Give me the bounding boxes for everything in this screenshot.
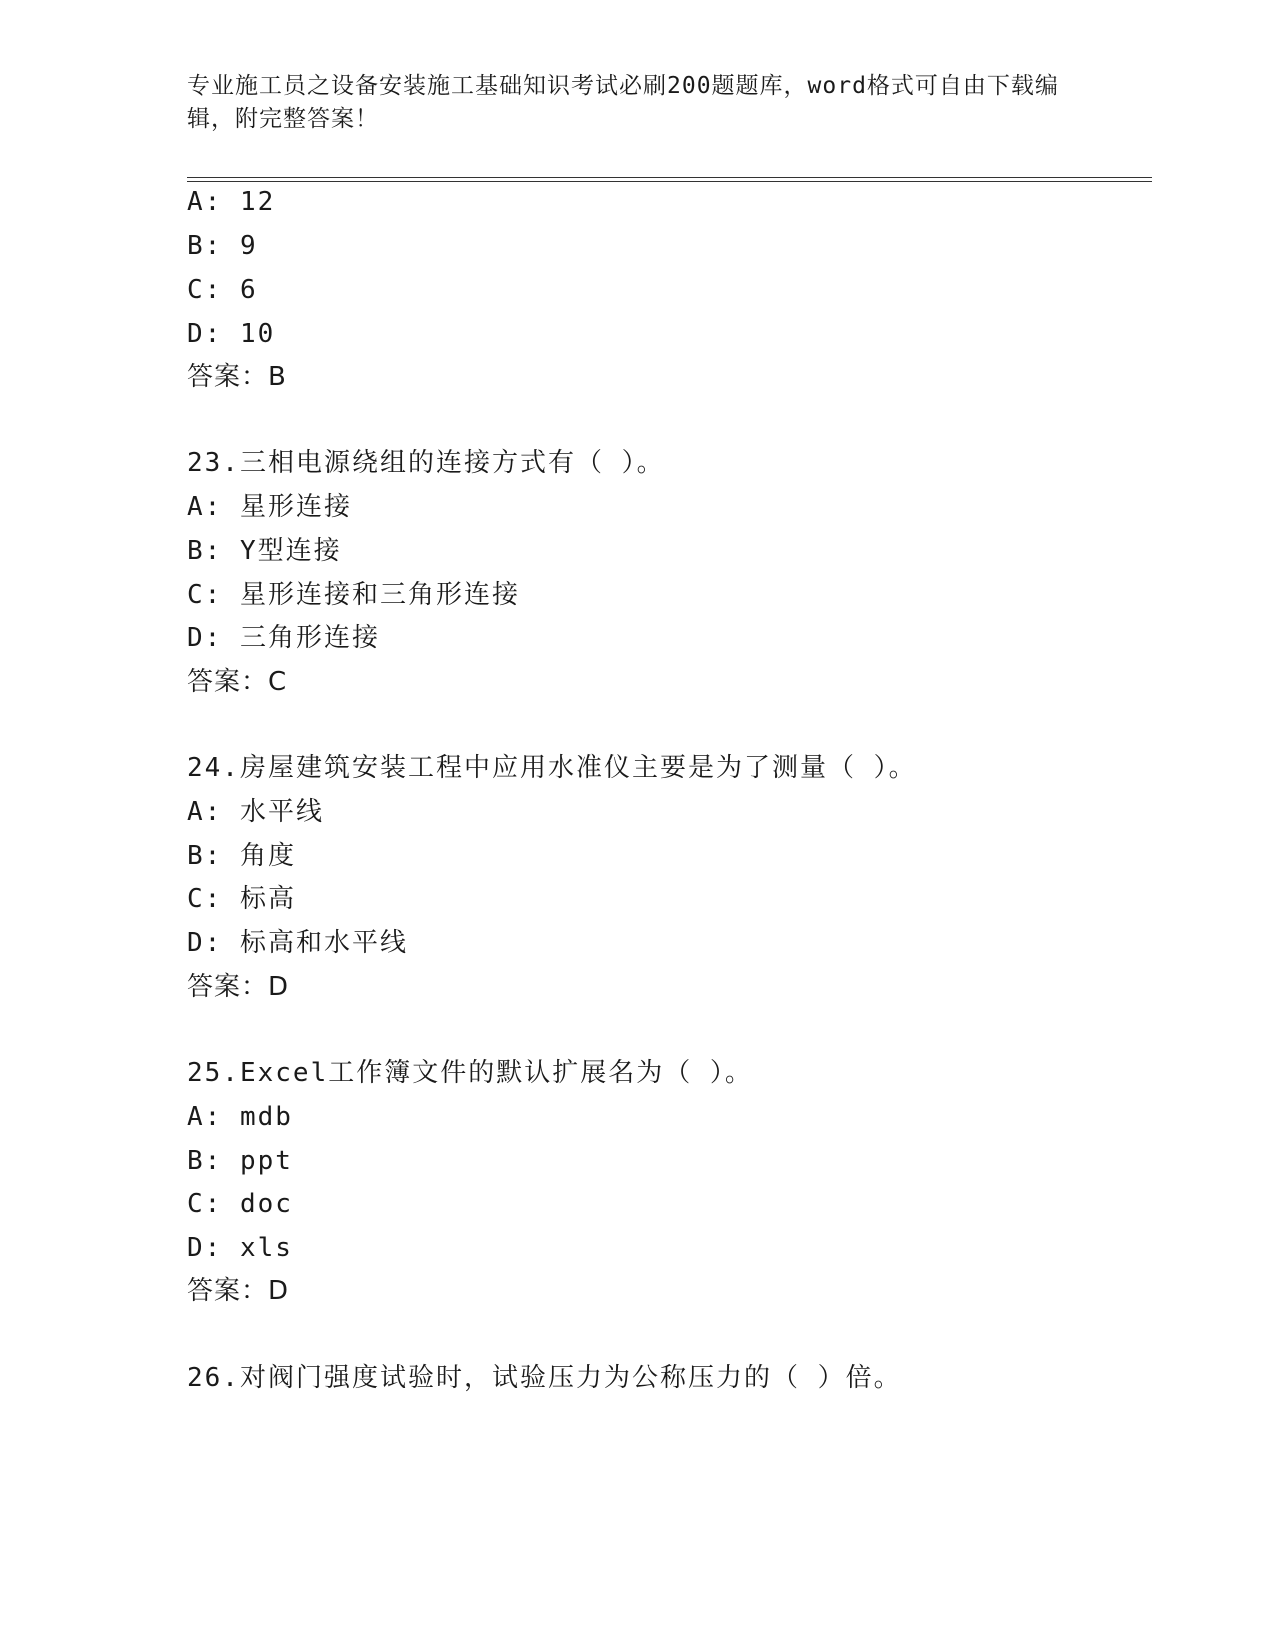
q25-option-a: A: mdb <box>187 1102 293 1132</box>
q25-answer: 答案：D <box>187 1276 290 1306</box>
q26-question: 26.对阀门强度试验时，试验压力为公称压力的（ ）倍。 <box>187 1363 902 1393</box>
q22-option-b: B: 9 <box>187 231 258 261</box>
header-double-rule <box>187 177 1152 182</box>
q23-option-b: B: Y型连接 <box>187 536 342 566</box>
q23-option-c: C: 星形连接和三角形连接 <box>187 580 520 610</box>
q23-question: 23.三相电源绕组的连接方式有（ ）。 <box>187 448 665 478</box>
q23-option-d: D: 三角形连接 <box>187 623 380 653</box>
q24-answer: 答案：D <box>187 972 290 1002</box>
document-header: 专业施工员之设备安装施工基础知识考试必刷200题题库，word格式可自由下载编辑，附完整答案！ <box>187 73 1059 132</box>
q23-answer: 答案：C <box>187 667 288 697</box>
q25-option-d: D: xls <box>187 1233 293 1263</box>
q22-answer: 答案：B <box>187 362 287 392</box>
q24-option-b: B: 角度 <box>187 841 296 871</box>
q22-option-a: A: 12 <box>187 187 276 217</box>
q25-option-c: C: doc <box>187 1189 293 1219</box>
q23-option-a: A: 星形连接 <box>187 492 352 522</box>
q22-option-c: C: 6 <box>187 275 258 305</box>
q25-option-b: B: ppt <box>187 1146 293 1176</box>
q25-question: 25.Excel工作簿文件的默认扩展名为（ ）。 <box>187 1058 753 1088</box>
q24-option-c: C: 标高 <box>187 884 296 914</box>
q24-option-d: D: 标高和水平线 <box>187 928 408 958</box>
q24-question: 24.房屋建筑安装工程中应用水准仪主要是为了测量（ ）。 <box>187 753 917 783</box>
q22-option-d: D: 10 <box>187 319 276 349</box>
q24-option-a: A: 水平线 <box>187 797 324 827</box>
